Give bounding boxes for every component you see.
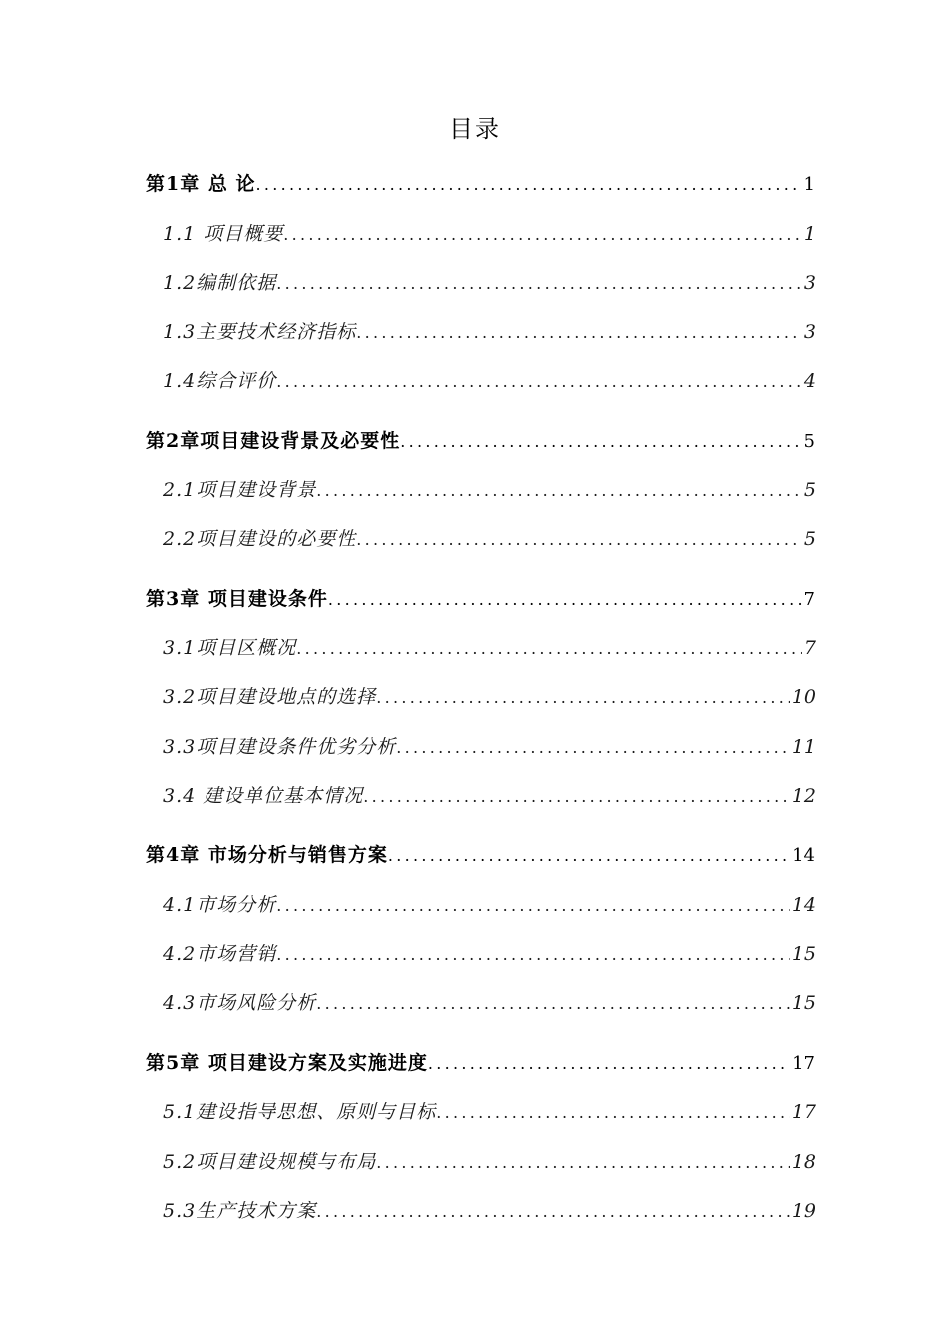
toc-dot-leader xyxy=(436,1098,790,1128)
toc-entry-label: 4.3市场风险分析 xyxy=(163,992,317,1014)
toc-entry-page: 1 xyxy=(803,174,815,195)
toc-entry-chapter-4[interactable] xyxy=(146,840,815,870)
toc-entry-label: 1.3主要技术经济指标 xyxy=(163,321,357,343)
toc-entry-page: 10 xyxy=(791,686,816,708)
toc-entry-label: 3.1项目区概况 xyxy=(163,637,297,659)
toc-entry-page: 4 xyxy=(803,370,816,392)
toc-entry-label: 第3章 项目建设条件 xyxy=(146,588,328,610)
toc-dot-leader xyxy=(376,1148,790,1178)
toc-dot-leader xyxy=(276,269,802,299)
toc-entry-section-5-3[interactable] xyxy=(163,1196,816,1226)
toc-dot-leader xyxy=(400,427,801,457)
toc-dot-leader xyxy=(363,782,790,812)
toc-entry-label: 第5章 项目建设方案及实施进度 xyxy=(146,1052,428,1074)
toc-entry-label: 2.2项目建设的必要性 xyxy=(163,528,357,550)
toc-dot-leader xyxy=(356,318,802,348)
toc-entry-page: 15 xyxy=(791,992,816,1014)
toc-entry-page: 12 xyxy=(791,785,816,807)
toc-entry-label: 5.1建设指导思想、原则与目标 xyxy=(163,1101,437,1123)
toc-entry-label: 1.1 项目概要 xyxy=(163,223,284,245)
toc-entry-chapter-5[interactable] xyxy=(146,1048,815,1078)
toc-entry-label: 4.1市场分析 xyxy=(163,894,277,916)
toc-entry-section-4-3[interactable] xyxy=(163,988,816,1018)
toc-dot-leader xyxy=(316,989,790,1019)
toc-dot-leader xyxy=(276,940,790,970)
toc-entry-section-1-3[interactable] xyxy=(163,317,816,347)
toc-entry-label: 第2章项目建设背景及必要性 xyxy=(146,430,401,452)
toc-dot-leader xyxy=(296,634,802,664)
toc-entry-label: 3.4 建设单位基本情况 xyxy=(163,785,364,807)
toc-entry-label: 第4章 市场分析与销售方案 xyxy=(146,844,388,866)
toc-entry-label: 3.3项目建设条件优劣分析 xyxy=(163,736,397,758)
toc-entry-page: 17 xyxy=(792,1053,815,1074)
toc-entry-section-1-4[interactable] xyxy=(163,366,816,396)
toc-dot-leader xyxy=(388,841,790,871)
toc-entry-section-4-2[interactable] xyxy=(163,939,816,969)
toc-entry-label: 3.2项目建设地点的选择 xyxy=(163,686,377,708)
toc-entry-section-5-1[interactable] xyxy=(163,1097,816,1127)
toc-dot-leader xyxy=(255,170,801,200)
toc-dot-leader xyxy=(376,683,790,713)
toc-entry-page: 5 xyxy=(803,479,816,501)
toc-entry-page: 18 xyxy=(791,1151,816,1173)
toc-entry-section-3-1[interactable] xyxy=(163,633,816,663)
toc-entry-label: 2.1项目建设背景 xyxy=(163,479,317,501)
toc-entry-page: 3 xyxy=(803,321,816,343)
toc-entry-section-3-2[interactable] xyxy=(163,682,816,712)
toc-entry-section-3-4[interactable] xyxy=(163,781,816,811)
toc-entry-section-2-2[interactable] xyxy=(163,524,816,554)
toc-entry-page: 3 xyxy=(803,272,816,294)
toc-entry-page: 14 xyxy=(792,845,815,866)
toc-dot-leader xyxy=(356,525,802,555)
toc-entry-label: 1.2编制依据 xyxy=(163,272,277,294)
toc-title: 目录 xyxy=(449,115,501,143)
toc-dot-leader xyxy=(276,367,802,397)
toc-entry-chapter-2[interactable] xyxy=(146,426,815,456)
toc-entry-label: 1.4综合评价 xyxy=(163,370,277,392)
toc-dot-leader xyxy=(428,1049,790,1079)
toc-entry-page: 7 xyxy=(803,589,815,610)
toc-dot-leader xyxy=(316,1197,790,1227)
toc-entry-label: 第1章 总 论 xyxy=(146,173,256,195)
toc-entry-section-2-1[interactable] xyxy=(163,475,816,505)
toc-entry-page: 1 xyxy=(803,223,816,245)
toc-entry-label: 5.3生产技术方案 xyxy=(163,1200,317,1222)
toc-entry-page: 19 xyxy=(791,1200,816,1222)
toc-entry-label: 4.2市场营销 xyxy=(163,943,277,965)
toc-entry-chapter-1[interactable] xyxy=(146,169,815,199)
toc-entry-section-4-1[interactable] xyxy=(163,890,816,920)
toc-entry-page: 15 xyxy=(791,943,816,965)
toc-entry-page: 14 xyxy=(791,894,816,916)
toc-entry-page: 11 xyxy=(791,736,816,758)
toc-dot-leader xyxy=(276,891,790,921)
toc-entry-page: 5 xyxy=(803,528,816,550)
toc-entry-section-1-1[interactable] xyxy=(163,219,816,249)
toc-dot-leader xyxy=(316,476,802,506)
toc-entry-chapter-3[interactable] xyxy=(146,584,815,614)
toc-entry-page: 17 xyxy=(791,1101,816,1123)
toc-dot-leader xyxy=(283,220,802,250)
toc-entry-label: 5.2项目建设规模与布局 xyxy=(163,1151,377,1173)
toc-entry-section-1-2[interactable] xyxy=(163,268,816,298)
toc-dot-leader xyxy=(328,585,802,615)
toc-entry-page: 7 xyxy=(803,637,816,659)
toc-entry-page: 5 xyxy=(803,431,815,452)
toc-entry-section-3-3[interactable] xyxy=(163,732,816,762)
toc-dot-leader xyxy=(396,733,790,763)
toc-entry-section-5-2[interactable] xyxy=(163,1147,816,1177)
